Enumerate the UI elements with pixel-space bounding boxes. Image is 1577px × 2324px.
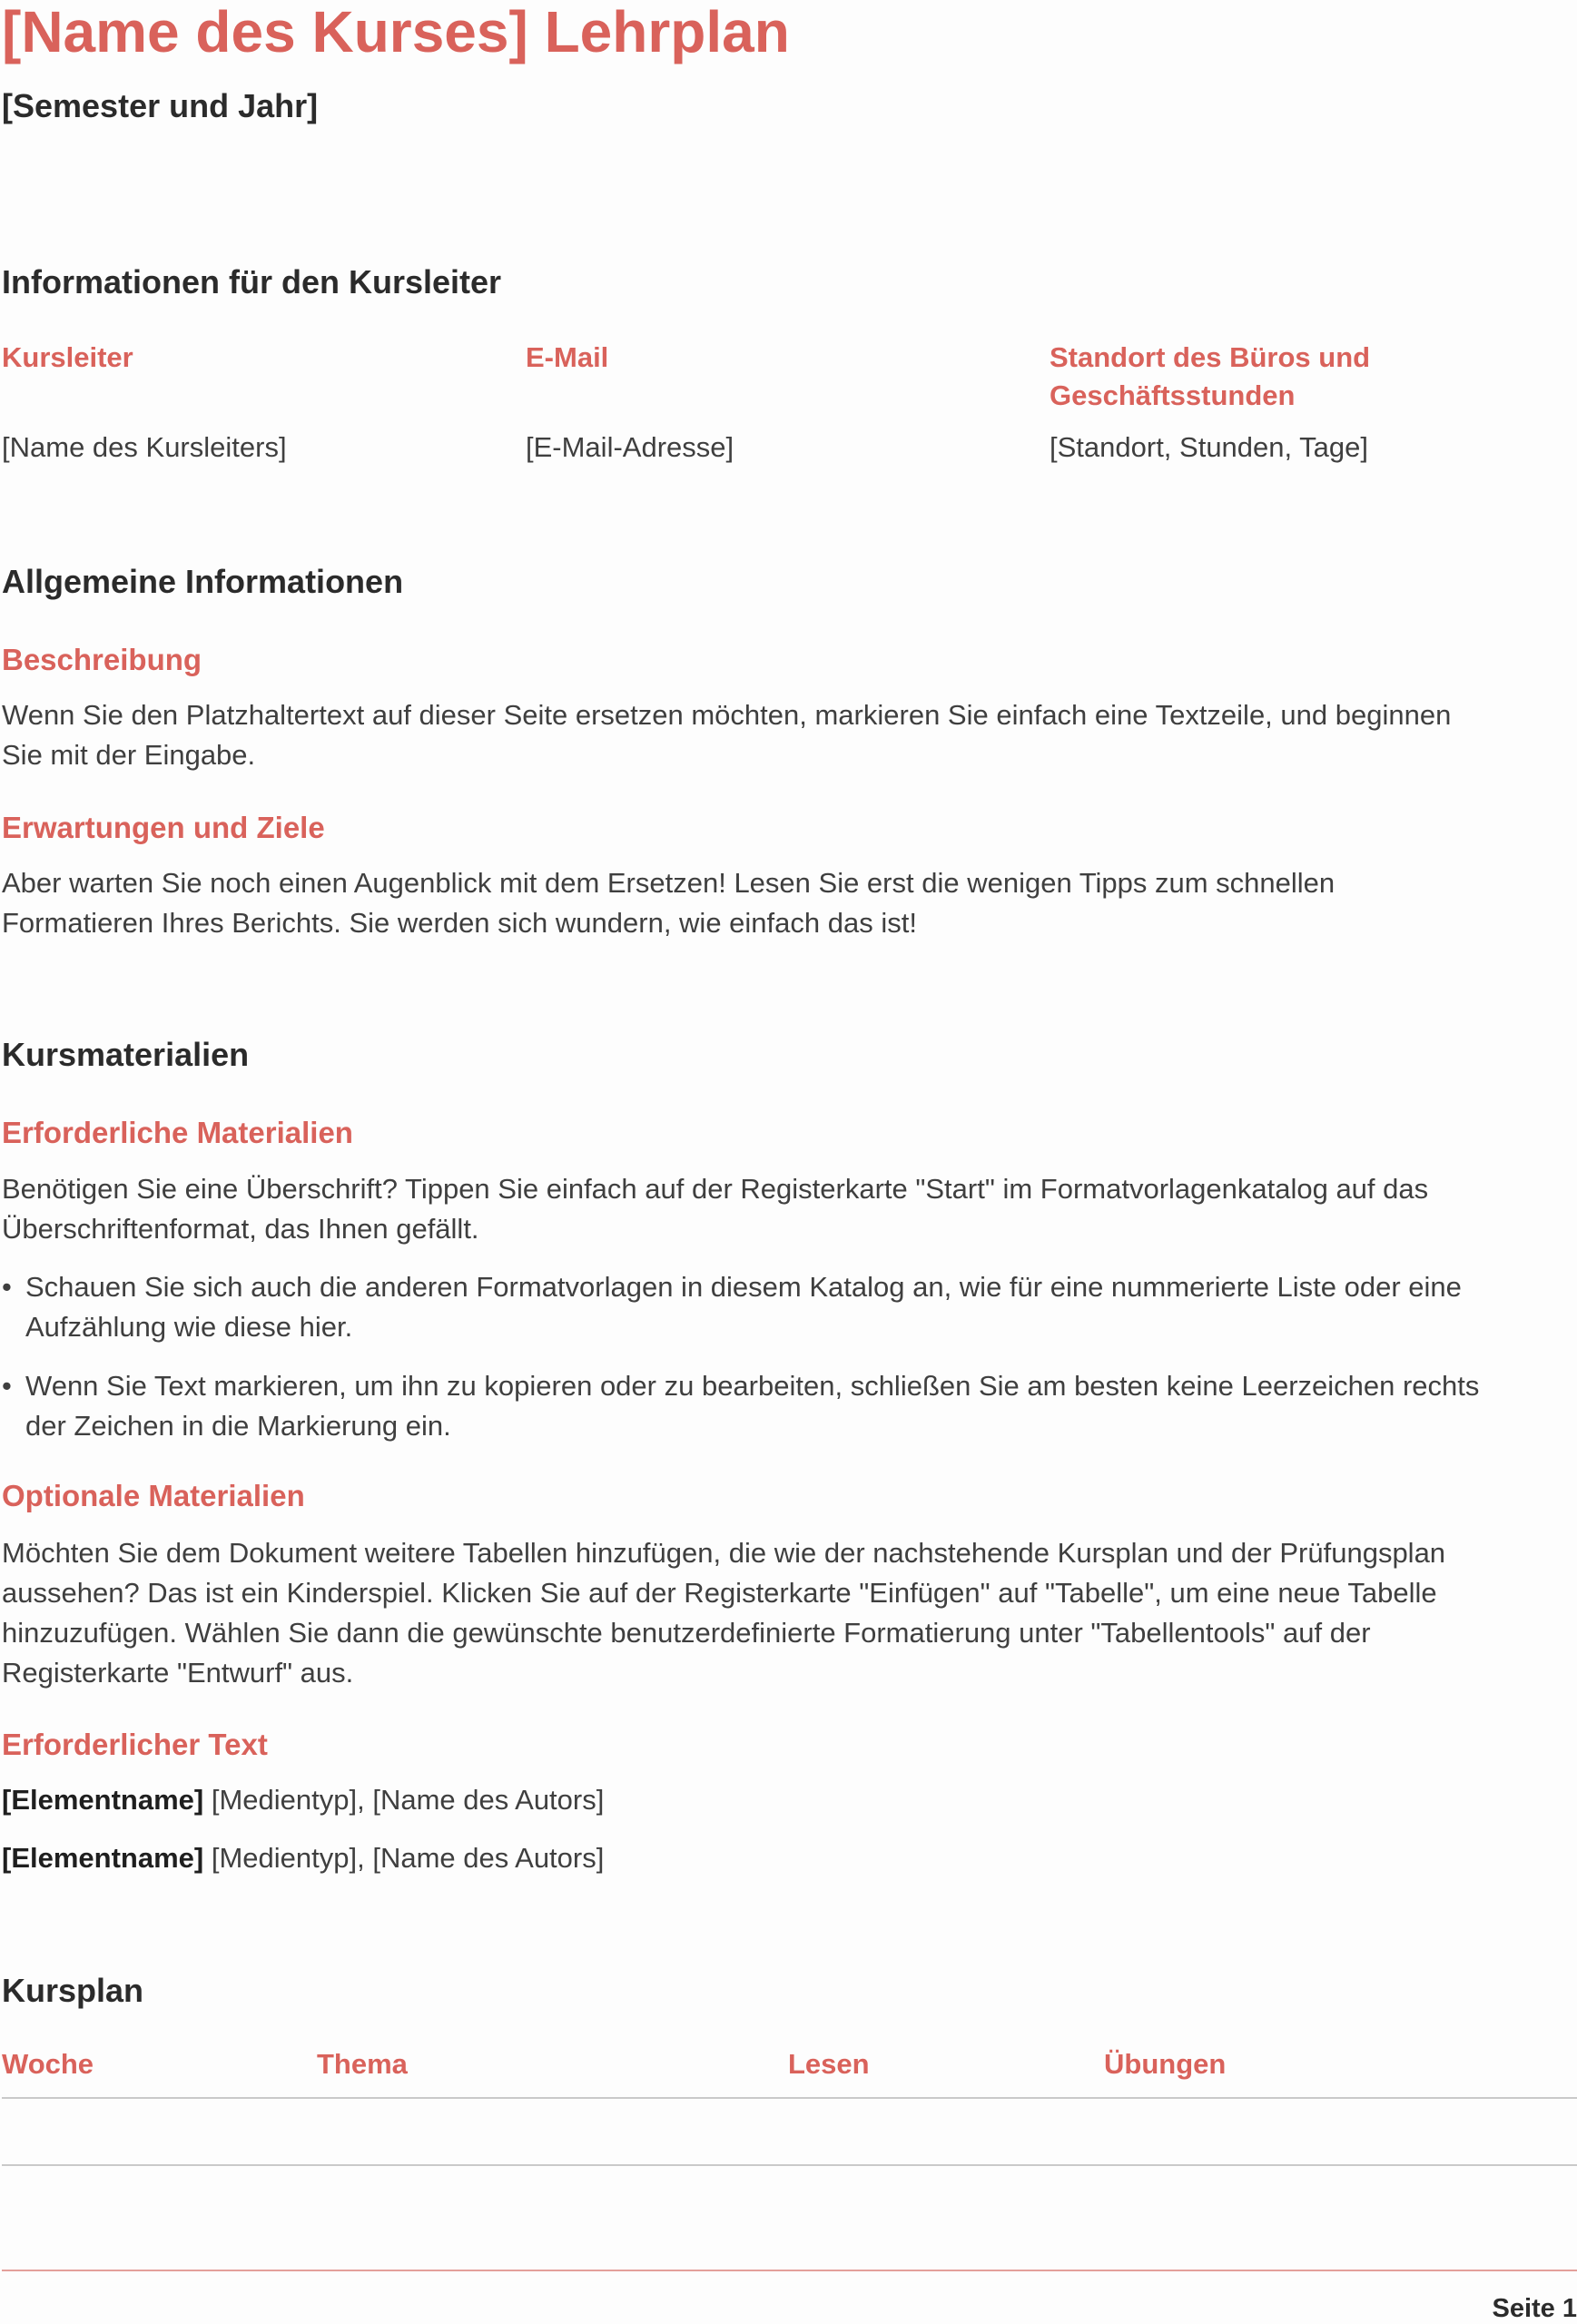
instructor-name-value[interactable]: [Name des Kursleiters] bbox=[2, 431, 287, 463]
required-text-heading: Erforderlicher Text bbox=[2, 1728, 268, 1761]
table-row[interactable] bbox=[2, 2164, 1577, 2166]
bullet-text: Schauen Sie sich auch die anderen Formatvorlagen in diesem Katalog an, wie für eine nummerierte Liste oder eine Aufzählung wie diese hier. bbox=[25, 1271, 1462, 1343]
goals-text[interactable]: Aber warten Sie noch einen Augenblick mit dem Ersetzen! Lesen Sie erst die wenigen Tipps zum schnellen Formatieren Ihres Berichts. Sie werden sich wundern, wie einfach das ist! bbox=[2, 867, 1336, 939]
description-text[interactable]: Wenn Sie den Platzhaltertext auf dieser Seite ersetzen möchten, markieren Sie einfach eine Textzeile, und beginnen Sie mit der Eingabe. bbox=[2, 699, 1452, 771]
email-value[interactable]: [E-Mail-Adresse] bbox=[526, 431, 734, 463]
general-section-heading: Allgemeine Informationen bbox=[2, 563, 404, 600]
text-item[interactable] bbox=[2, 1780, 604, 1820]
materials-section-heading: Kursmaterialien bbox=[2, 1036, 250, 1073]
text-item-details: [Medientyp], [Name des Autors] bbox=[211, 1842, 605, 1874]
schedule-column-exercises: Übungen bbox=[1104, 2048, 1227, 2080]
optional-materials-heading: Optionale Materialien bbox=[2, 1479, 305, 1512]
optional-materials-text[interactable]: Möchten Sie dem Dokument weitere Tabellen hinzufügen, die wie der nachstehende Kursplan und der Prüfungsplan aussehen? Das ist ein Kinderspiel. Klicken Sie auf der Registerkarte "Einfügen" auf "Tabelle", um eine neue Tabelle hinzuzufügen. Wählen Sie dann die gewünschte benutzerdefinierte Formatierung unter "Tabellentools" auf der Registerkarte "Entwurf" aus. bbox=[2, 1537, 1446, 1689]
description-heading: Beschreibung bbox=[2, 643, 202, 676]
bullet-text: Wenn Sie Text markieren, um ihn zu kopieren oder zu bearbeiten, schließen Sie am besten keine Leerzeichen rechts der Zeichen in die Markierung ein. bbox=[25, 1370, 1480, 1442]
email-label: E-Mail bbox=[526, 341, 609, 373]
document-subtitle[interactable]: [Semester und Jahr] bbox=[2, 87, 319, 124]
required-materials-text[interactable]: Benötigen Sie eine Überschrift? Tippen Sie einfach auf der Registerkarte "Start" im Formatvorlagenkatalog auf das Überschriftenformat, das Ihnen gefällt. bbox=[2, 1173, 1429, 1245]
page-number: Seite 1 bbox=[1492, 2294, 1577, 2323]
instructor-section-heading: Informationen für den Kursleiter bbox=[2, 263, 502, 300]
schedule-column-week: Woche bbox=[2, 2048, 94, 2080]
text-item[interactable] bbox=[2, 1838, 604, 1878]
instructor-label: Kursleiter bbox=[2, 341, 133, 373]
schedule-column-reading: Lesen bbox=[788, 2048, 870, 2080]
document-title[interactable]: [Name des Kurses] Lehrplan bbox=[2, 0, 790, 64]
office-location-label: Standort des Büros und Geschäftsstunden bbox=[1050, 341, 1371, 411]
bullet-icon: • bbox=[2, 1370, 12, 1402]
list-item[interactable] bbox=[2, 1267, 1509, 1347]
text-item-details: [Medientyp], [Name des Autors] bbox=[211, 1784, 605, 1816]
text-item-name: [Elementname] bbox=[2, 1784, 204, 1816]
goals-heading: Erwartungen und Ziele bbox=[2, 811, 325, 844]
schedule-column-topic: Thema bbox=[317, 2048, 408, 2080]
schedule-section-heading: Kursplan bbox=[2, 1972, 144, 2009]
table-header-divider bbox=[2, 2097, 1577, 2099]
bullet-icon: • bbox=[2, 1271, 12, 1303]
office-location-value[interactable]: [Standort, Stunden, Tage] bbox=[1050, 431, 1369, 463]
list-item[interactable] bbox=[2, 1366, 1509, 1446]
text-item-name: [Elementname] bbox=[2, 1842, 204, 1874]
required-materials-heading: Erforderliche Materialien bbox=[2, 1116, 353, 1149]
footer-divider bbox=[2, 2270, 1577, 2271]
